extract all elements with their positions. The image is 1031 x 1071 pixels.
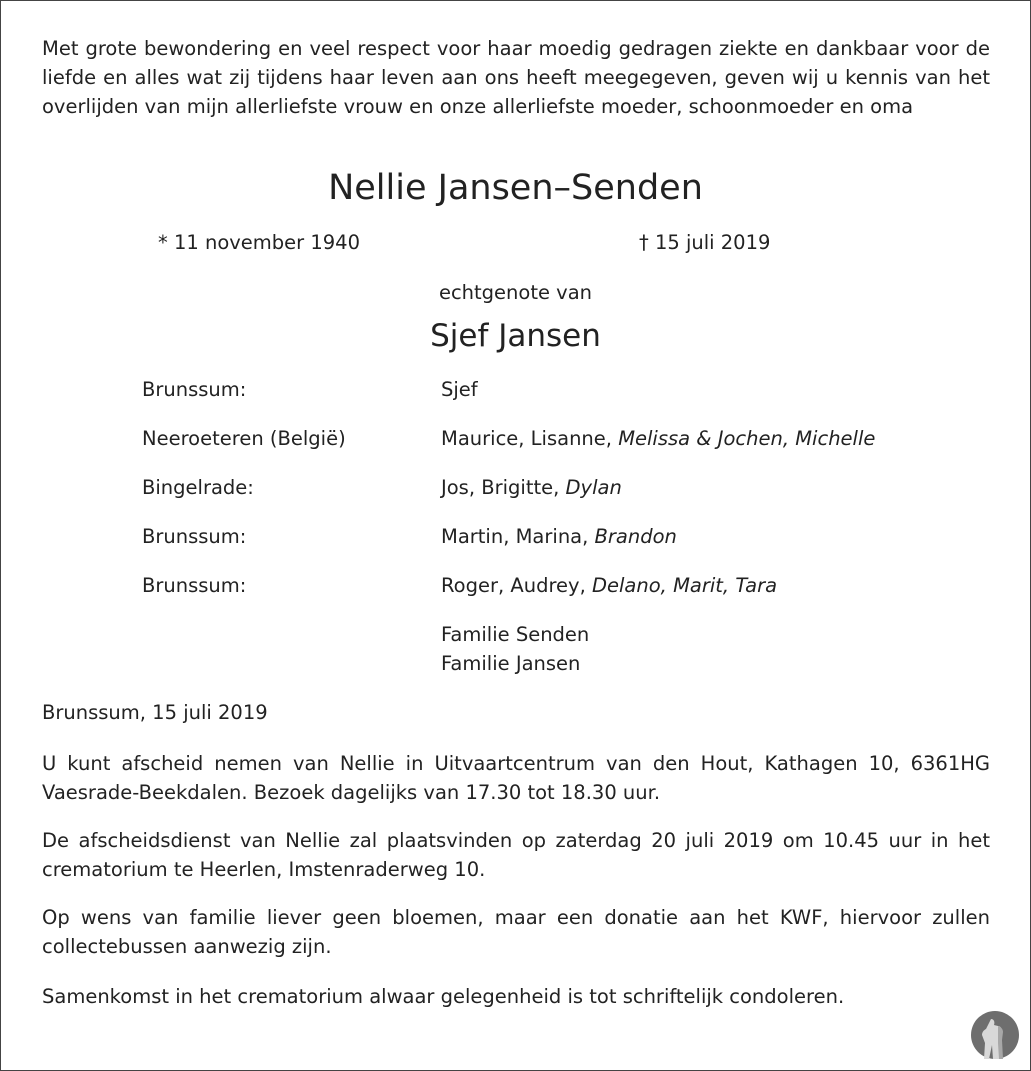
family-members: Jos, Brigitte, [441, 476, 566, 499]
visitation-text: U kunt afscheid nemen van Nellie in Uitvaartcentrum van den Hout, Kathagen 10, 6361HG Vaesrade-Beekdalen. Bezoek dagelijks van 17.30 tot 18.30 uur. [42, 752, 990, 804]
family-place: Brunssum: [142, 574, 247, 597]
family-row [142, 574, 1002, 604]
family-names [441, 574, 777, 597]
family-names [441, 525, 677, 548]
family-row [142, 476, 1002, 506]
grandchildren: Melissa & Jochen, Michelle [618, 427, 876, 450]
grandchildren: Delano, Marit, Tara [592, 574, 778, 597]
embracing-people-logo-icon [971, 1011, 1019, 1059]
family-members: Roger, Audrey, [441, 574, 592, 597]
family-jansen: Familie Jansen [441, 652, 581, 675]
family-names [441, 378, 478, 401]
family-row [142, 427, 1002, 457]
family-names [441, 427, 875, 450]
place-date: Brunssum, 15 juli 2019 [42, 701, 268, 724]
gathering-text: Samenkomst in het crematorium alwaar gelegenheid is tot schriftelijk condoleren. [42, 985, 845, 1008]
family-row [142, 525, 1002, 555]
family-row [142, 378, 1002, 408]
grandchildren: Dylan [565, 476, 622, 499]
family-place: Neeroeteren (België) [142, 427, 346, 450]
donation-text: Op wens van familie liever geen bloemen, maar een donatie aan het KWF, hiervoor zullen collectebussen aanwezig zijn. [42, 906, 990, 958]
death-date: † 15 juli 2019 [639, 231, 771, 254]
service-text: De afscheidsdienst van Nellie zal plaatsvinden op zaterdag 20 juli 2019 om 10.45 uur in het crematorium te Heerlen, Imstenraderweg 10. [42, 829, 990, 881]
family-place: Brunssum: [142, 378, 247, 401]
family-place: Bingelrade: [142, 476, 254, 499]
spouse-label: echtgenote van [438, 281, 593, 304]
family-place: Brunssum: [142, 525, 247, 548]
intro-text: Met grote bewondering en veel respect voor haar moedig gedragen ziekte en dankbaar voor de liefde en alles wat zij tijdens haar leven aan ons heeft meegegeven, geven wij u kennis van het overlijden van mijn allerliefste vrouw en onze allerliefste moeder, schoonmoeder en oma [42, 37, 990, 118]
family-members: Maurice, Lisanne, [441, 427, 619, 450]
birth-date: * 11 november 1940 [158, 231, 360, 254]
family-names [441, 476, 622, 499]
spouse-name: Sjef Jansen [430, 318, 601, 354]
family-senden: Familie Senden [441, 623, 590, 646]
deceased-name: Nellie Jansen–Senden [328, 168, 703, 208]
family-members: Sjef [441, 378, 478, 401]
family-members: Martin, Marina, [441, 525, 595, 548]
grandchildren: Brandon [594, 525, 677, 548]
